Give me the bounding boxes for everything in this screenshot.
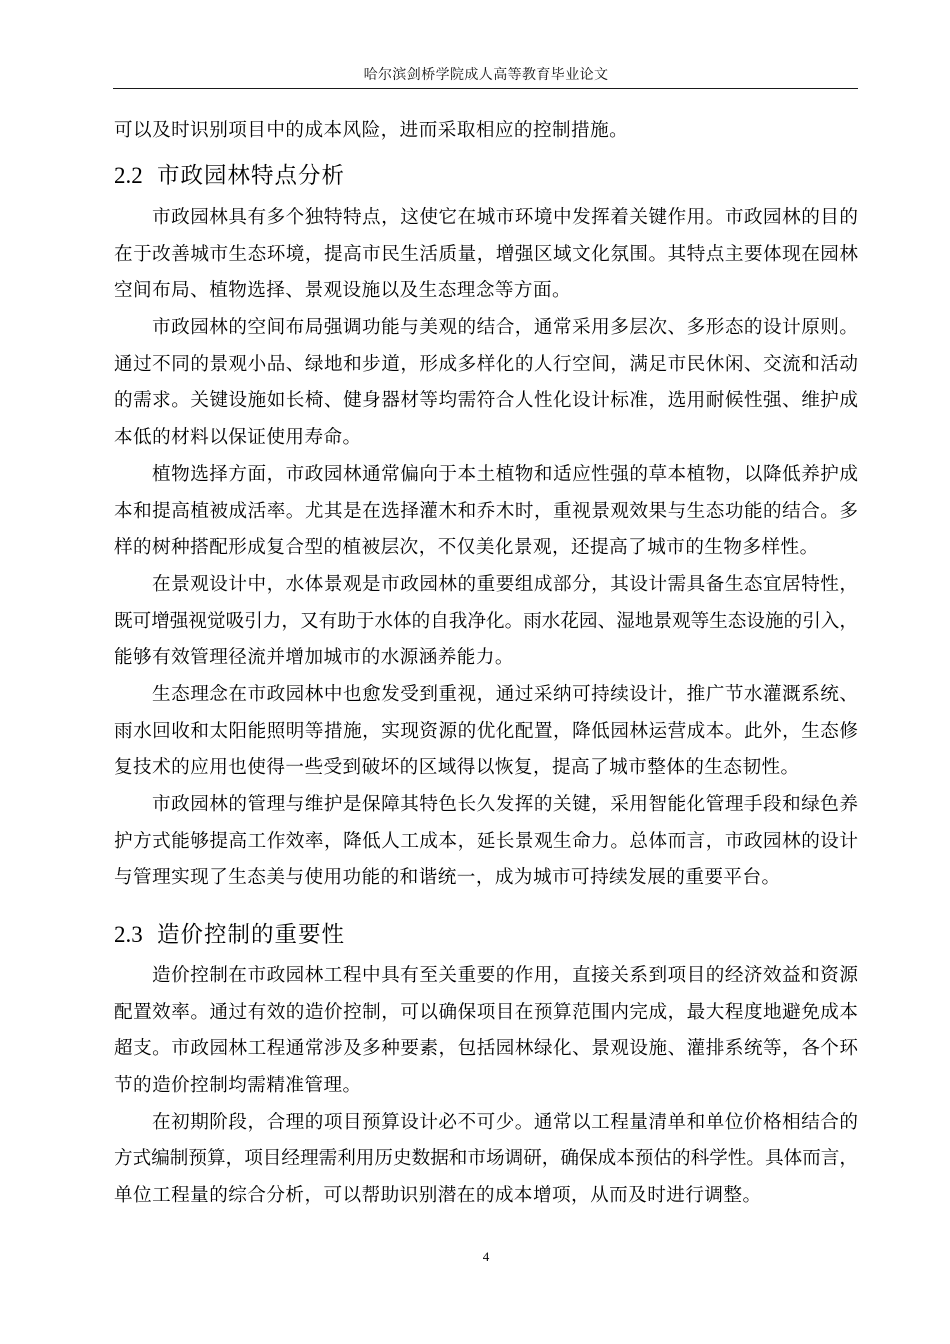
paragraph bbox=[114, 677, 858, 787]
paragraph bbox=[114, 457, 858, 567]
paragraph-line: 本低的材料以保证使用寿命。 bbox=[114, 427, 362, 449]
paragraph-line: 超支。市政园林工程通常涉及多种要素，包括园林绿化、景观设施、灌排系统等，各个环 bbox=[114, 1038, 858, 1060]
paragraph-line: 可以及时识别项目中的成本风险，进而采取相应的控制措施。 bbox=[114, 120, 629, 141]
paragraph bbox=[114, 200, 858, 310]
section-heading-2-3 bbox=[114, 917, 345, 953]
paragraph-line: 护方式能够提高工作效率，降低人工成本，延长景观生命力。总体而言，市政园林的设计 bbox=[114, 830, 858, 852]
running-header: 哈尔滨剑桥学院成人高等教育毕业论文 bbox=[363, 67, 609, 83]
paragraph-line: 方式编制预算，项目经理需利用历史数据和市场调研，确保成本预估的科学性。具体而言， bbox=[114, 1148, 858, 1170]
paragraph-line: 单位工程量的综合分析，可以帮助识别潜在的成本增项，从而及时进行调整。 bbox=[114, 1185, 762, 1207]
page-number: 4 bbox=[482, 1249, 490, 1264]
paragraph-line: 植物选择方面，市政园林通常偏向于本土植物和适应性强的草本植物，以降低养护成 bbox=[152, 463, 858, 485]
paragraph-line: 通过不同的景观小品、绿地和步道，形成多样化的人行空间，满足市民休闲、交流和活动 bbox=[114, 353, 858, 375]
paragraph-line: 能够有效管理径流并增加城市的水源涵养能力。 bbox=[114, 647, 514, 669]
paragraph-line: 复技术的应用也使得一些受到破坏的区域得以恢复，提高了城市整体的生态韧性。 bbox=[114, 757, 800, 779]
paragraph-line: 生态理念在市政园林中也愈发受到重视，通过采纳可持续设计，推广节水灌溉系统、 bbox=[152, 683, 858, 705]
paragraph bbox=[114, 567, 858, 677]
paragraph-line: 在景观设计中，水体景观是市政园林的重要组成部分，其设计需具备生态宜居特性， bbox=[152, 573, 858, 595]
paragraph-line: 空间布局、植物选择、景观设施以及生态理念等方面。 bbox=[114, 280, 572, 302]
paragraph-line: 的需求。关键设施如长椅、健身器材等均需符合人性化设计标准，选用耐候性强、维护成 bbox=[114, 390, 858, 412]
paragraph-line: 节的造价控制均需精准管理。 bbox=[114, 1075, 362, 1097]
paragraph bbox=[114, 1105, 858, 1215]
paragraph bbox=[114, 958, 858, 1105]
paragraph-line: 市政园林的空间布局强调功能与美观的结合，通常采用多层次、多形态的设计原则。 bbox=[152, 317, 858, 339]
paragraph-line: 在于改善城市生态环境，提高市民生活质量，增强区域文化氛围。其特点主要体现在园林 bbox=[114, 243, 858, 265]
paragraph-line: 市政园林具有多个独特特点，这使它在城市环境中发挥着关键作用。市政园林的目的 bbox=[152, 207, 858, 228]
paragraph-line: 样的树种搭配形成复合型的植被层次，不仅美化景观，还提高了城市的生物多样性。 bbox=[114, 537, 819, 559]
section-number: 2.2 bbox=[114, 163, 143, 188]
paragraph-line: 在初期阶段，合理的项目预算设计必不可少。通常以工程量清单和单位价格相结合的 bbox=[152, 1111, 858, 1133]
paragraph-line: 造价控制在市政园林工程中具有至关重要的作用，直接关系到项目的经济效益和资源 bbox=[152, 965, 858, 986]
section-heading-2-2 bbox=[114, 158, 345, 194]
paragraph-line: 与管理实现了生态美与使用功能的和谐统一，成为城市可持续发展的重要平台。 bbox=[114, 867, 781, 889]
section-number: 2.3 bbox=[114, 922, 143, 947]
paragraph-line: 雨水回收和太阳能照明等措施，实现资源的优化配置，降低园林运营成本。此外，生态修 bbox=[114, 720, 858, 742]
carryover-paragraph bbox=[114, 113, 858, 150]
section-title: 市政园林特点分析 bbox=[157, 163, 346, 189]
paragraph bbox=[114, 787, 858, 897]
paragraph bbox=[114, 310, 858, 457]
section-body-2-3 bbox=[114, 958, 858, 1215]
paragraph-line: 市政园林的管理与维护是保障其特色长久发挥的关键，采用智能化管理手段和绿色养 bbox=[152, 794, 858, 815]
section-body-2-2 bbox=[114, 200, 858, 897]
paragraph-line: 配置效率。通过有效的造价控制，可以确保项目在预算范围内完成，最大程度地避免成本 bbox=[114, 1001, 858, 1023]
paragraph-line: 本和提高植被成活率。尤其是在选择灌木和乔木时，重视景观效果与生态功能的结合。多 bbox=[114, 500, 858, 522]
paragraph-line: 既可增强视觉吸引力，又有助于水体的自我净化。雨水花园、湿地景观等生态设施的引入， bbox=[114, 610, 858, 632]
section-title: 造价控制的重要性 bbox=[157, 922, 346, 948]
header-rule bbox=[113, 88, 858, 89]
